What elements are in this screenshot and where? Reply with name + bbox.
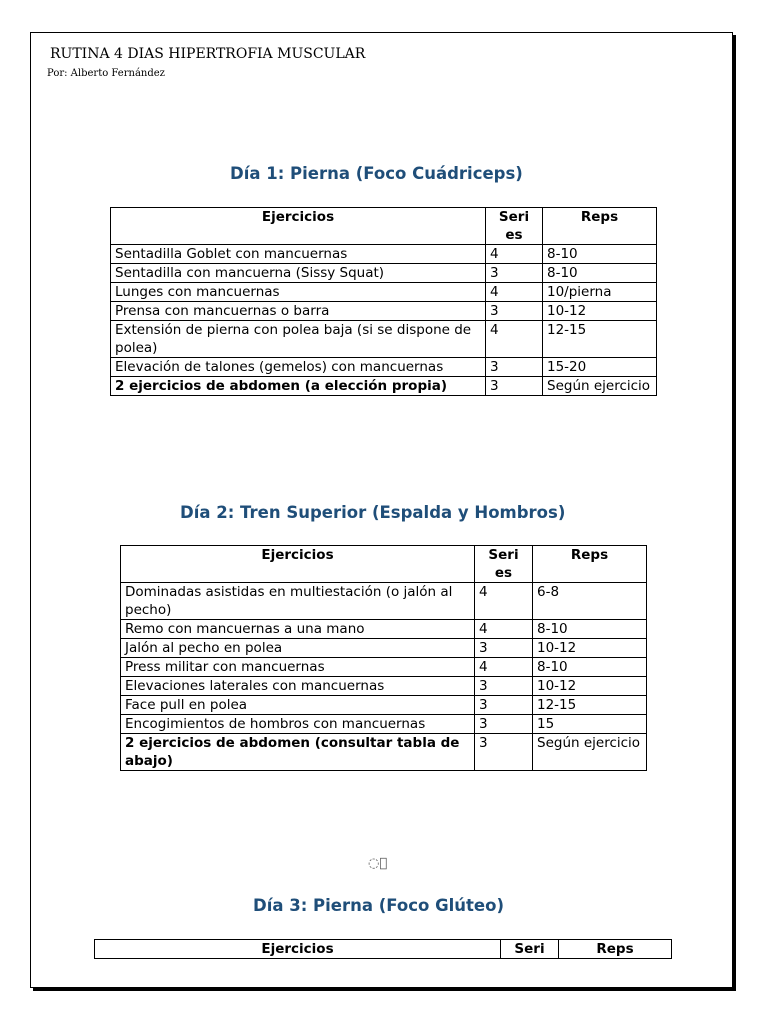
- reps-column-header: Reps: [543, 208, 657, 245]
- exercise-cell: Dominadas asistidas en multiestación (o jalón al pecho): [121, 583, 475, 620]
- exercise-cell: 2 ejercicios de abdomen (consultar tabla de abajo): [121, 734, 475, 771]
- sets-cell: 3: [475, 677, 533, 696]
- day-1-heading: Día 1: Pierna (Foco Cuádriceps): [230, 164, 523, 183]
- sets-cell: 4: [475, 620, 533, 639]
- table-row: [121, 677, 647, 696]
- reps-cell: 8-10: [543, 245, 657, 264]
- day-2-heading: Día 2: Tren Superior (Espalda y Hombros): [180, 503, 566, 522]
- reps-column-header: Reps: [559, 940, 672, 959]
- reps-cell: 8-10: [533, 658, 647, 677]
- table-row: [121, 620, 647, 639]
- sets-cell: 3: [486, 377, 543, 396]
- document-title: RUTINA 4 DIAS HIPERTROFIA MUSCULAR: [50, 46, 366, 62]
- exercise-cell: Extensión de pierna con polea baja (si se dispone de polea): [111, 321, 486, 358]
- exercise-cell: Lunges con mancuernas: [111, 283, 486, 302]
- exercise-column-header: Ejercicios: [121, 546, 475, 583]
- reps-cell: 10-12: [543, 302, 657, 321]
- table-row: [111, 283, 657, 302]
- reps-cell: Según ejercicio: [543, 377, 657, 396]
- exercise-cell: Encogimientos de hombros con mancuernas: [121, 715, 475, 734]
- sets-cell: 4: [486, 321, 543, 358]
- table-row: [111, 302, 657, 321]
- table-row: [111, 321, 657, 358]
- sets-cell: 4: [486, 245, 543, 264]
- reps-cell: 12-15: [543, 321, 657, 358]
- exercise-column-header: Ejercicios: [111, 208, 486, 245]
- exercise-cell: Prensa con mancuernas o barra: [111, 302, 486, 321]
- table-row: [121, 734, 647, 771]
- table-row: [111, 245, 657, 264]
- table-header-row: [121, 546, 647, 583]
- exercise-cell: Elevación de talones (gemelos) con mancuernas: [111, 358, 486, 377]
- table-row: [121, 583, 647, 620]
- table-row: [121, 696, 647, 715]
- day-2-table: [120, 545, 647, 771]
- reps-cell: Según ejercicio: [533, 734, 647, 771]
- sets-cell: 3: [486, 264, 543, 283]
- table-row: [121, 715, 647, 734]
- table-row: [121, 658, 647, 677]
- sets-column-header: Seri es: [486, 208, 543, 245]
- exercise-cell: Press militar con mancuernas: [121, 658, 475, 677]
- table-row: [111, 377, 657, 396]
- sets-column-header: Seri: [501, 940, 559, 959]
- sets-cell: 3: [486, 302, 543, 321]
- document-author: Por: Alberto Fernández: [47, 68, 165, 79]
- day-3-table: [94, 939, 672, 959]
- loading-indicator-icon: ◌⃞: [368, 856, 388, 871]
- exercise-cell: Sentadilla con mancuerna (Sissy Squat): [111, 264, 486, 283]
- reps-cell: 15-20: [543, 358, 657, 377]
- exercise-cell: Remo con mancuernas a una mano: [121, 620, 475, 639]
- table-row: [111, 358, 657, 377]
- sets-cell: 4: [475, 658, 533, 677]
- reps-cell: 10-12: [533, 677, 647, 696]
- exercise-column-header: Ejercicios: [95, 940, 501, 959]
- day-1-table: [110, 207, 657, 396]
- table-row: [111, 264, 657, 283]
- sets-cell: 3: [475, 715, 533, 734]
- sets-cell: 3: [475, 734, 533, 771]
- table-header-row: [95, 940, 672, 959]
- table-header-row: [111, 208, 657, 245]
- exercise-cell: Sentadilla Goblet con mancuernas: [111, 245, 486, 264]
- exercise-cell: Jalón al pecho en polea: [121, 639, 475, 658]
- exercise-cell: 2 ejercicios de abdomen (a elección propia): [111, 377, 486, 396]
- reps-cell: 15: [533, 715, 647, 734]
- sets-cell: 3: [475, 639, 533, 658]
- sets-cell: 4: [486, 283, 543, 302]
- reps-cell: 8-10: [533, 620, 647, 639]
- sets-column-header: Seri es: [475, 546, 533, 583]
- sets-cell: 3: [475, 696, 533, 715]
- reps-cell: 10/pierna: [543, 283, 657, 302]
- reps-cell: 10-12: [533, 639, 647, 658]
- reps-column-header: Reps: [533, 546, 647, 583]
- table-row: [121, 639, 647, 658]
- exercise-cell: Face pull en polea: [121, 696, 475, 715]
- day-3-heading: Día 3: Pierna (Foco Glúteo): [253, 896, 504, 915]
- exercise-cell: Elevaciones laterales con mancuernas: [121, 677, 475, 696]
- sets-cell: 4: [475, 583, 533, 620]
- sets-cell: 3: [486, 358, 543, 377]
- reps-cell: 6-8: [533, 583, 647, 620]
- reps-cell: 12-15: [533, 696, 647, 715]
- reps-cell: 8-10: [543, 264, 657, 283]
